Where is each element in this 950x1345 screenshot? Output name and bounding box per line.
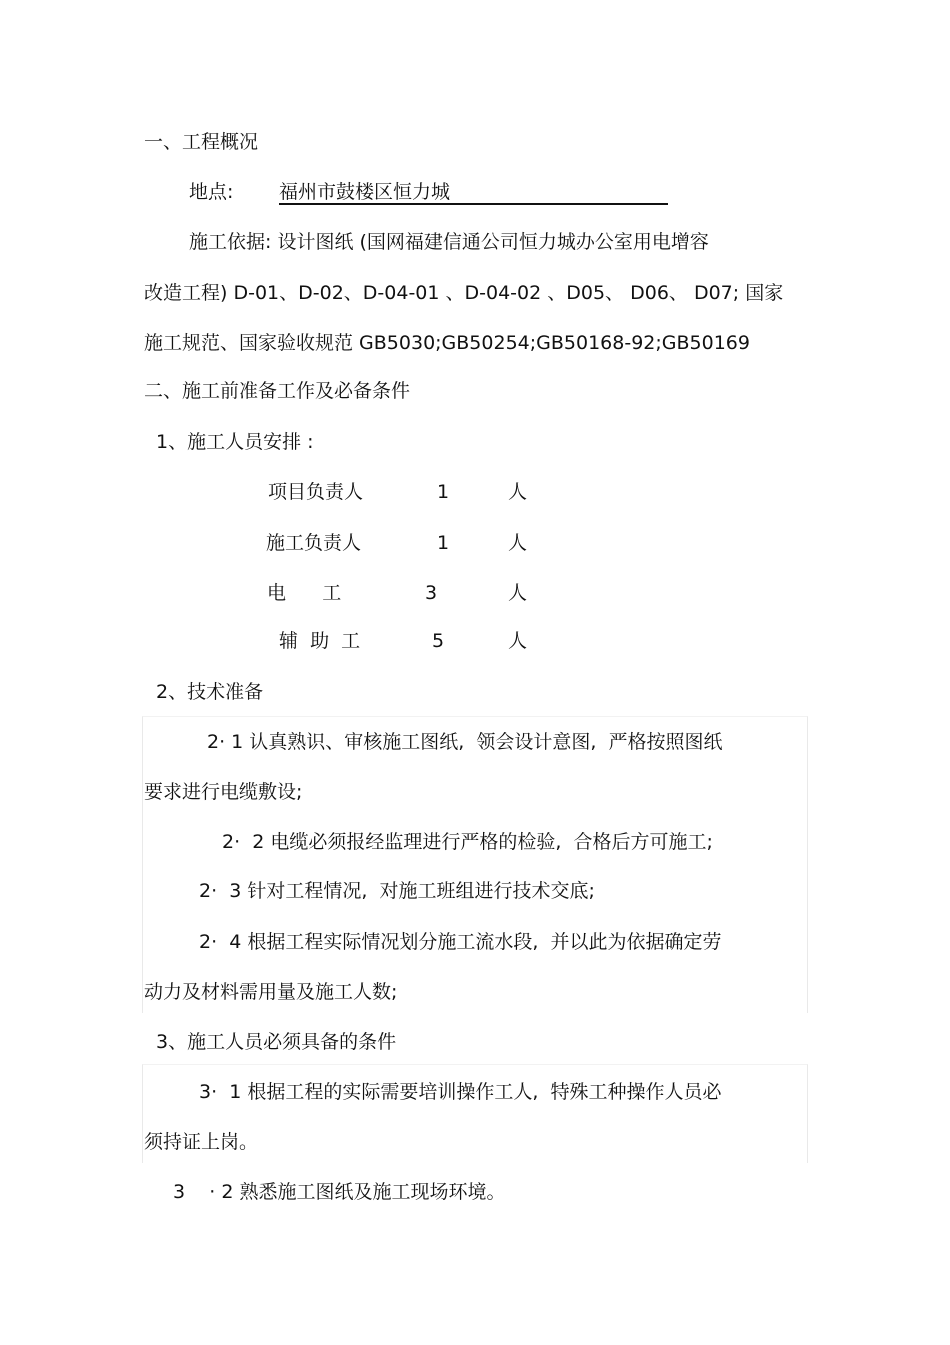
staff-unit: 人 bbox=[508, 481, 528, 503]
tech-items-box bbox=[142, 716, 808, 1013]
condition-item-1-line-1: 3· 1 根据工程的实际需要培训操作工人, 特殊工种操作人员必 bbox=[199, 1081, 722, 1103]
staff-count: 5 bbox=[432, 630, 445, 652]
tech-heading: 2、技术准备 bbox=[156, 681, 264, 703]
location-label: 地点: bbox=[189, 181, 234, 203]
staff-unit: 人 bbox=[508, 630, 528, 652]
conditions-heading: 3、施工人员必须具备的条件 bbox=[156, 1031, 397, 1053]
condition-item-1-line-2: 须持证上岗。 bbox=[144, 1131, 259, 1153]
tech-item-3: 2· 3 针对工程情况, 对施工班组进行技术交底; bbox=[199, 880, 595, 902]
tech-item-1-line-1: 2· 1 认真熟识、审核施工图纸, 领会设计意图, 严格按照图纸 bbox=[207, 731, 723, 753]
tech-item-2: 2· 2 电缆必须报经监理进行严格的检验, 合格后方可施工; bbox=[222, 831, 713, 853]
location-value: 福州市鼓楼区恒力城 bbox=[279, 181, 451, 203]
basis-line-2: 改造工程) D-01、D-02、D-04-01 、D-04-02 、D05、 D06、 D07; 国家 bbox=[144, 282, 784, 304]
staff-role: 项目负责人 bbox=[268, 481, 364, 503]
staff-count: 1 bbox=[437, 481, 450, 503]
staff-unit: 人 bbox=[508, 582, 528, 604]
tech-item-1-line-2: 要求进行电缆敷设; bbox=[144, 781, 303, 803]
location-underline bbox=[279, 203, 668, 205]
staff-role: 辅 助 工 bbox=[279, 630, 361, 652]
staff-role: 施工负责人 bbox=[266, 532, 362, 554]
staff-count: 3 bbox=[425, 582, 438, 604]
tech-item-4-line-2: 动力及材料需用量及施工人数; bbox=[144, 981, 398, 1003]
basis-line-1: 施工依据: 设计图纸 (国网福建信通公司恒力城办公室用电增容 bbox=[189, 231, 709, 253]
staff-unit: 人 bbox=[508, 532, 528, 554]
staff-role: 电 工 bbox=[267, 582, 342, 604]
section-heading-preparation: 二、施工前准备工作及必备条件 bbox=[144, 380, 411, 402]
staff-count: 1 bbox=[437, 532, 450, 554]
basis-line-3: 施工规范、国家验收规范 GB5030;GB50254;GB50168-92;GB50169 bbox=[144, 332, 750, 354]
section-heading-overview: 一、工程概况 bbox=[144, 131, 259, 153]
condition-item-2: 3 · 2 熟悉施工图纸及施工现场环境。 bbox=[173, 1181, 506, 1203]
tech-item-4-line-1: 2· 4 根据工程实际情况划分施工流水段, 并以此为依据确定劳 bbox=[199, 931, 722, 953]
staff-heading: 1、施工人员安排 : bbox=[156, 431, 314, 453]
